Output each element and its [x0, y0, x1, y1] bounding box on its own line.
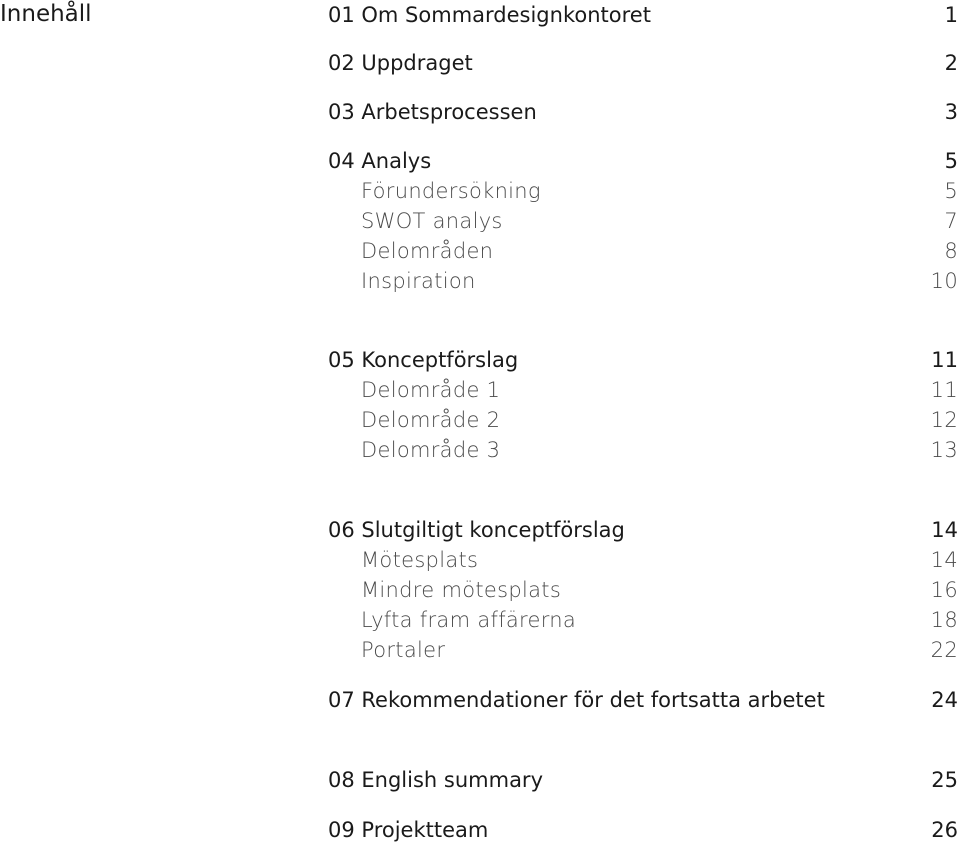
toc-entry[interactable] — [328, 815, 958, 845]
toc-subentry[interactable] — [328, 405, 958, 435]
toc-subentry-page: 5 — [944, 179, 958, 203]
toc-entry-title: 09 Projektteam — [328, 818, 489, 842]
toc-entry[interactable] — [328, 0, 958, 30]
toc-subentry-title: Mötesplats — [361, 548, 479, 572]
toc-subentry[interactable] — [328, 545, 958, 575]
toc-subentry[interactable] — [328, 176, 958, 206]
toc-subentry-page: 13 — [930, 438, 958, 462]
toc-subentry[interactable] — [328, 605, 958, 635]
toc-subentry-title: Förundersökning — [361, 179, 541, 203]
toc-entry[interactable] — [328, 146, 958, 176]
toc-entry-title: 08 English summary — [328, 768, 543, 792]
toc-subentry[interactable] — [328, 266, 958, 296]
toc-subentry-title: Delområde 3 — [361, 438, 501, 462]
toc-entry[interactable] — [328, 97, 958, 127]
toc-subentry-title: SWOT analys — [361, 209, 503, 233]
toc-entry-title: 06 Slutgiltigt konceptförslag — [328, 518, 625, 542]
toc-entry[interactable] — [328, 685, 958, 715]
toc-entry-page: 5 — [944, 149, 958, 173]
toc-subentry[interactable] — [328, 206, 958, 236]
toc-entry[interactable] — [328, 515, 958, 545]
toc-entry[interactable] — [328, 765, 958, 795]
toc-entry-title: 01 Om Sommardesignkontoret — [328, 3, 651, 27]
toc-subentry-page: 22 — [930, 638, 958, 662]
toc-entry-page: 24 — [931, 688, 958, 712]
toc-entry[interactable] — [328, 345, 958, 375]
toc-subentry-title: Delområde 2 — [361, 408, 501, 432]
toc-subentry[interactable] — [328, 375, 958, 405]
toc-subentry-title: Mindre mötesplats — [361, 578, 562, 602]
toc-subentry[interactable] — [328, 635, 958, 665]
toc-subentry-title: Portaler — [361, 638, 446, 662]
toc-entry-title: 07 Rekommendationer för det fortsatta arbetet — [328, 688, 825, 712]
toc-subentry[interactable] — [328, 236, 958, 266]
toc-entry-page: 3 — [944, 100, 958, 124]
toc-entry-page: 11 — [931, 348, 958, 372]
toc-subentry-page: 11 — [930, 378, 958, 402]
toc-entry-title: 04 Analys — [328, 149, 432, 173]
toc-subentry-page: 10 — [930, 269, 958, 293]
toc-entry[interactable] — [328, 48, 958, 78]
toc-subentry-title: Delområde 1 — [361, 378, 501, 402]
toc-subentry-page: 18 — [930, 608, 958, 632]
toc-subentry-page: 8 — [944, 239, 958, 263]
toc-entry-page: 14 — [931, 518, 958, 542]
toc-subentry-title: Delområden — [361, 239, 494, 263]
toc-subentry-page: 14 — [930, 548, 958, 572]
toc-subentry-page: 16 — [930, 578, 958, 602]
toc-entry-page: 25 — [931, 768, 958, 792]
toc-subentry[interactable] — [328, 575, 958, 605]
toc-entry-title: 02 Uppdraget — [328, 51, 473, 75]
toc-entry-page: 1 — [944, 3, 958, 27]
page-title: Innehåll — [0, 1, 92, 27]
toc-subentry-page: 12 — [930, 408, 958, 432]
toc-entry-page: 2 — [944, 51, 958, 75]
toc-subentry-title: Lyfta fram affärerna — [361, 608, 577, 632]
toc-entry-title: 03 Arbetsprocessen — [328, 100, 537, 124]
toc-subentry-page: 7 — [944, 209, 958, 233]
toc-entry-page: 26 — [931, 818, 958, 842]
toc-subentry-title: Inspiration — [361, 269, 476, 293]
toc-subentry[interactable] — [328, 435, 958, 465]
toc-entry-title: 05 Konceptförslag — [328, 348, 519, 372]
